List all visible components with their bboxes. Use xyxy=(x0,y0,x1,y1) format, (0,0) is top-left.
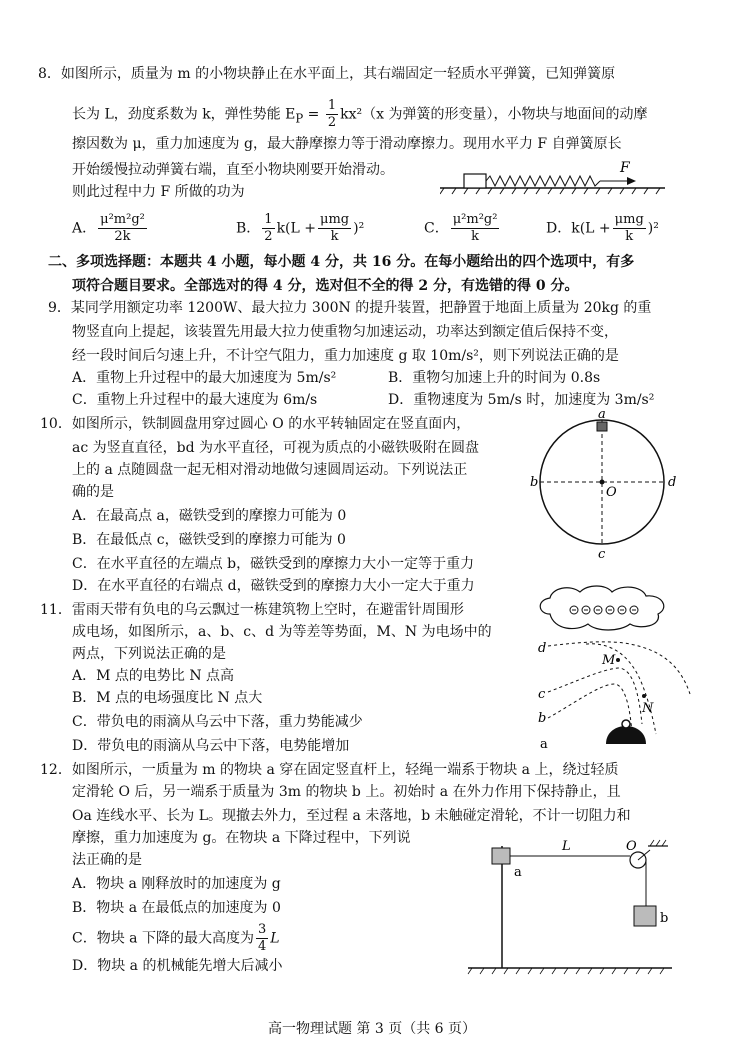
page-footer: 高一物理试题 第 3 页（共 6 页） xyxy=(267,1021,477,1037)
disc-label-o: O xyxy=(606,485,617,500)
ep-fraction xyxy=(326,98,338,131)
q8-d-num: μmg xyxy=(614,212,644,227)
field-label-a: a xyxy=(540,737,548,752)
force-label: F xyxy=(620,160,630,176)
q11-option-d: D．带负电的雨滴从乌云中下落，电势能增加 xyxy=(72,738,350,754)
q12-c-text: C．物块 a 下降的最大高度为 xyxy=(72,930,254,947)
disc-label-b: b xyxy=(530,475,539,490)
q8-d-frac xyxy=(613,212,646,245)
equipotential-lines xyxy=(548,642,690,734)
q8-c-frac xyxy=(451,212,500,245)
q8-option-c xyxy=(424,212,501,245)
ep-frac-den: 2 xyxy=(327,115,337,130)
block-m xyxy=(464,174,486,188)
q9-option-c: C．重物上升过程中的最大速度为 6m/s xyxy=(72,392,318,408)
storm-field-figure xyxy=(530,584,698,754)
disc-label-c: c xyxy=(598,547,606,560)
disc-label-d: d xyxy=(668,475,677,490)
field-label-d: d xyxy=(538,641,547,656)
q8-option-a xyxy=(72,212,149,245)
magnet xyxy=(597,422,607,431)
q12-option-a: A．物块 a 刚释放时的加速度为 g xyxy=(72,876,281,892)
disc-label-a: a xyxy=(598,410,606,422)
q12-line-4: 摩擦，重力加速度为 g。在物块 a 下降过程中，下列说 xyxy=(72,830,411,846)
q10-option-b: B．在最低点 c，磁铁受到的摩擦力可能为 0 xyxy=(72,532,346,548)
q11-option-c: C．带负电的雨滴从乌云中下落，重力势能减少 xyxy=(72,714,363,730)
q12-c-tail: L xyxy=(270,930,280,947)
q8-c-den: k xyxy=(471,229,480,244)
q11-line-1: 11．雷雨天带有负电的乌云飘过一栋建筑物上空时，在避雷针周围形 xyxy=(40,602,464,618)
q11-line-2: 成电场，如图所示，a、b、c、d 为等差等势面，M、N 为电场中的 xyxy=(72,624,492,640)
q10-option-a: A．在最高点 a，磁铁受到的摩擦力可能为 0 xyxy=(72,508,347,524)
pulley-figure xyxy=(462,836,684,982)
pulley-label-a: a xyxy=(514,865,522,880)
q9-option-d: D．重物速度为 5m/s 时，加速度为 3m/s² xyxy=(388,392,655,408)
q8-b-pre-num: 1 xyxy=(264,212,273,227)
q10-line-4: 确的是 xyxy=(72,484,114,500)
q8-d-tail: )² xyxy=(647,220,659,237)
q8-d-mid: k(L + xyxy=(571,220,611,237)
q10-line-1: 10．如图所示，铁制圆盘用穿过圆心 O 的水平转轴固定在竖直面内， xyxy=(40,416,471,432)
q8-d-label: D． xyxy=(546,220,572,237)
ep-frac-num: 1 xyxy=(327,98,337,113)
q11-option-a: A．M 点的电势比 N 点高 xyxy=(72,668,235,684)
q8-b-den: k xyxy=(330,229,339,244)
pulley-label-b: b xyxy=(660,911,669,926)
section2-heading-2: 项符合题目要求。全部选对的得 4 分，选对但不全的得 2 分，有选错的得 0 分。 xyxy=(72,278,579,294)
pulley-label-l: L xyxy=(562,839,571,854)
q8-b-pre-den: 2 xyxy=(264,229,273,244)
q8-text-2b: （x 为弹簧的形变量），小物块与地面间的动摩 xyxy=(362,106,648,123)
q8-option-d xyxy=(546,212,659,245)
q8-option-b xyxy=(236,212,364,245)
q12-line-3: Oa 连线水平、长为 L。现撤去外力，至过程 a 未落地，b 未触碰定滑轮，不计一切阻力和 xyxy=(72,808,631,824)
q10-line-2: ac 为竖直直径，bd 为水平直径，可视为质点的小磁铁吸附在圆盘 xyxy=(72,440,480,456)
q12-c-den: 4 xyxy=(257,939,267,954)
lightning-rod xyxy=(622,720,630,728)
q8-line-2 xyxy=(72,98,647,131)
section2-heading-1: 二、多项选择题：本题共 4 小题，每小题 4 分，共 16 分。在每小题给出的四个选项中，有多 xyxy=(48,254,635,270)
q12-line-5: 法正确的是 xyxy=(72,852,142,868)
q8-c-label: C． xyxy=(424,220,449,237)
q12-c-num: 3 xyxy=(257,922,267,937)
q12-option-d: D．物块 a 的机械能先增大后减小 xyxy=(72,958,283,974)
q8-b-label: B． xyxy=(236,220,261,237)
field-label-m: M xyxy=(602,653,616,668)
disc-figure xyxy=(526,410,686,560)
q9-line-2: 物竖直向上提起，该装置先用最大拉力使重物匀加速运动，功率达到额定值后保持不变， xyxy=(72,324,618,340)
q8-line-3: 擦因数为 μ，重力加速度为 g，最大静摩擦力等于滑动摩擦力。现用水平力 F 自弹簧原长 xyxy=(72,136,622,152)
q8-b-frac xyxy=(318,212,351,245)
field-label-n: N xyxy=(642,701,654,716)
ep-tail: kx² xyxy=(340,106,363,123)
q8-line-5: 则此过程中力 F 所做的功为 xyxy=(72,184,245,200)
q10-line-3: 上的 a 点随圆盘一起无相对滑动地做匀速圆周运动。下列说法正 xyxy=(72,462,468,478)
block-b xyxy=(634,906,656,926)
q8-a-frac xyxy=(98,212,147,245)
q8-b-num: μmg xyxy=(320,212,350,227)
q8-c-num: μ²m²g² xyxy=(452,212,498,227)
q8-d-den: k xyxy=(625,229,634,244)
q9-line-1: 9．某同学用额定功率 1200W、最大拉力 300N 的提升装置，把静置于地面上质量为 20kg 的重 xyxy=(48,300,652,316)
field-label-b: b xyxy=(538,711,547,726)
field-label-c: c xyxy=(538,687,546,702)
q8-b-prefrac xyxy=(262,212,274,245)
spring-block-figure xyxy=(440,160,670,196)
q8-a-num: μ²m²g² xyxy=(100,212,145,227)
q11-line-3: 两点，下列说法正确的是 xyxy=(72,646,226,662)
spring xyxy=(486,176,600,186)
q10-option-c: C．在水平直径的左端点 b，磁铁受到的摩擦力大小一定等于重力 xyxy=(72,556,475,572)
pulley-label-o: O xyxy=(626,839,637,854)
q10-option-d: D．在水平直径的右端点 d，磁铁受到的摩擦力大小一定大于重力 xyxy=(72,578,475,594)
q8-b-mid: k(L + xyxy=(276,220,317,237)
q8-a-label: A． xyxy=(72,220,97,237)
q11-option-b: B．M 点的电场强度比 N 点大 xyxy=(72,690,263,706)
q12-line-1: 12．如图所示，一质量为 m 的物块 a 穿在固定竖直杆上，轻绳一端系于物块 a 上，绕过轻质 xyxy=(40,762,619,778)
ep-subscript: P xyxy=(295,111,304,126)
q8-a-den: 2k xyxy=(114,229,131,244)
ep-equals: = xyxy=(303,106,324,123)
q12-option-b: B．物块 a 在最低点的加速度为 0 xyxy=(72,900,281,916)
q12-line-2: 定滑轮 O 后，另一端系于质量为 3m 的物块 b 上。初始时 a 在外力作用下保持静止，且 xyxy=(72,784,621,800)
q8-line-4: 开始缓慢拉动弹簧右端，直至小物块刚要开始滑动。 xyxy=(72,162,394,178)
q8-b-tail: )² xyxy=(353,220,365,237)
q8-line-1: 8．如图所示，质量为 m 的小物块静止在水平面上，其右端固定一轻质水平弹簧，已知弹簧原 xyxy=(38,66,616,82)
q9-line-3: 经一段时间后匀速上升，不计空气阻力，重力加速度 g 取 10m/s²，则下列说法正确的是 xyxy=(72,348,619,364)
q12-option-c xyxy=(72,922,280,955)
q12-c-frac xyxy=(256,922,268,955)
block-a xyxy=(492,848,510,864)
q8-text-2a: 长为 L，劲度系数为 k，弹性势能 E xyxy=(72,106,296,123)
q9-option-b: B．重物匀加速上升的时间为 0.8s xyxy=(388,370,601,386)
q9-option-a: A．重物上升过程中的最大加速度为 5m/s² xyxy=(72,370,337,386)
